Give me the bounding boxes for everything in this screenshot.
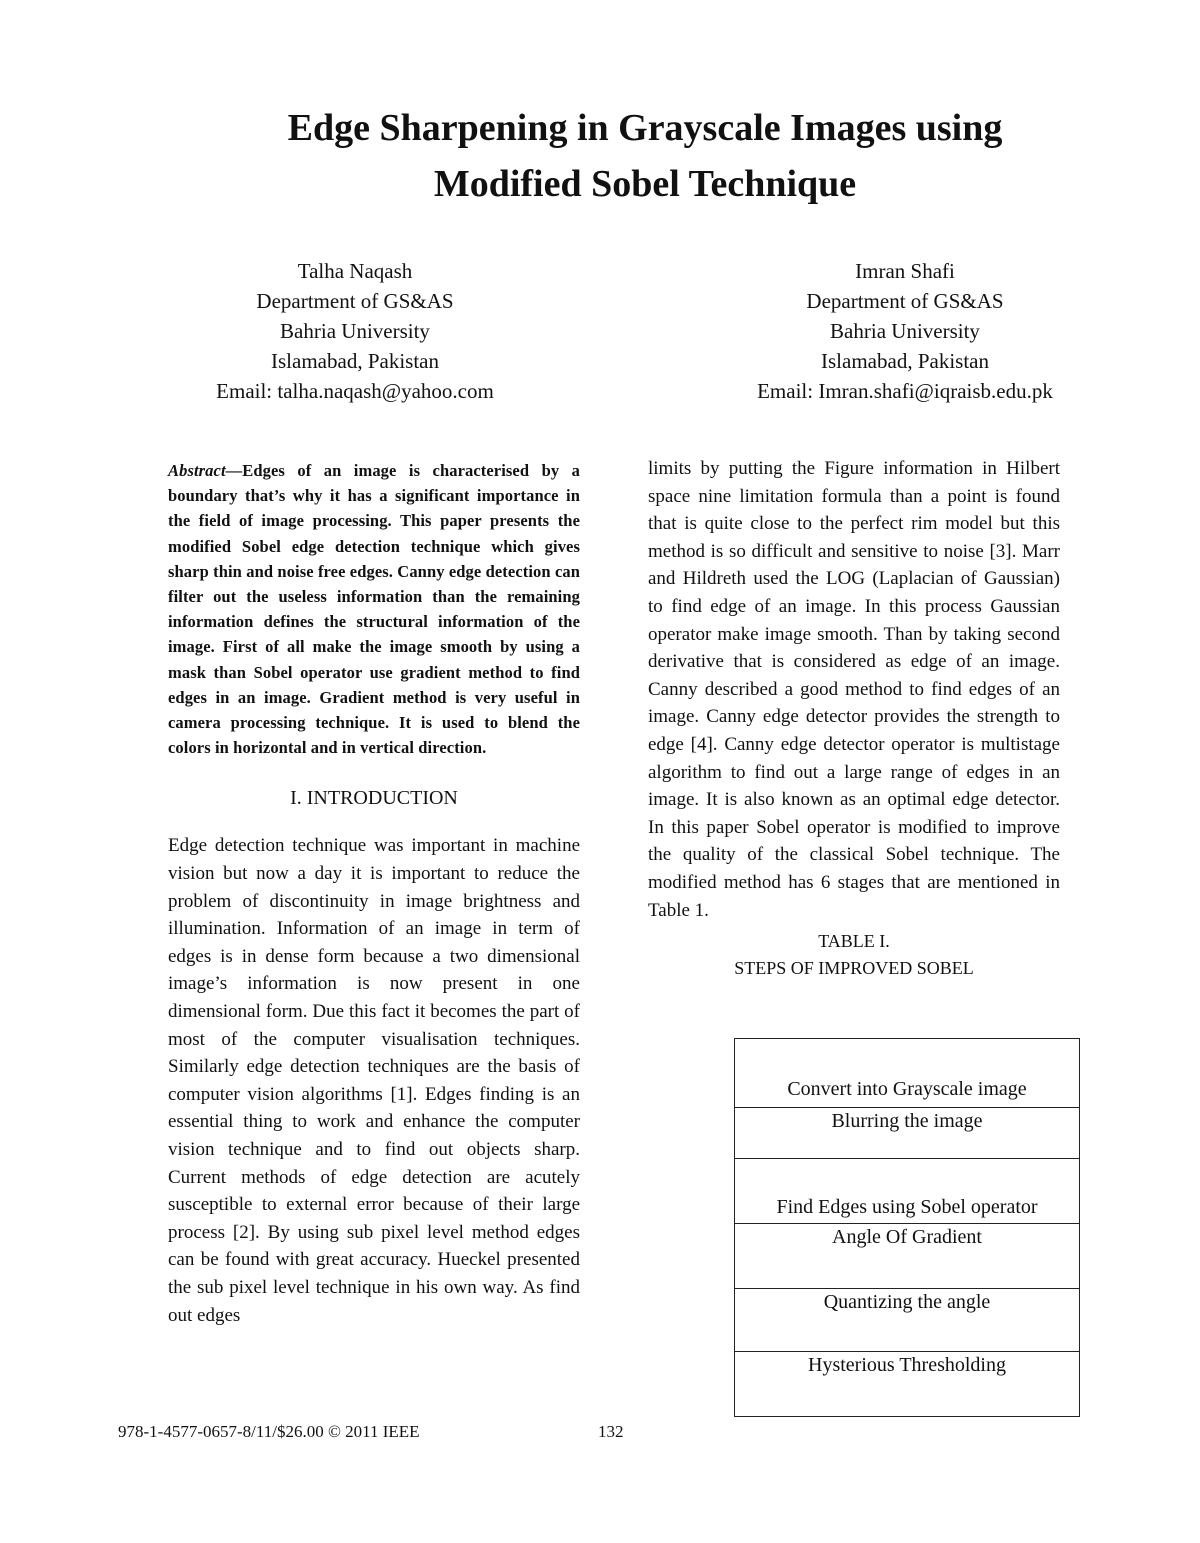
author-university: Bahria University bbox=[280, 319, 430, 343]
paper-title bbox=[150, 100, 1140, 212]
section-heading-introduction: I. INTRODUCTION bbox=[290, 787, 458, 810]
author-block-2 bbox=[700, 256, 1110, 406]
abstract-lead: Abstract bbox=[168, 461, 226, 480]
abstract bbox=[168, 458, 580, 760]
author-location: Islamabad, Pakistan bbox=[271, 349, 439, 373]
table-cell: Hysterious Thresholding bbox=[735, 1352, 1080, 1417]
table-caption bbox=[648, 928, 1060, 982]
left-column bbox=[168, 458, 580, 1329]
table-row bbox=[735, 1224, 1080, 1289]
right-column bbox=[648, 455, 1060, 982]
table-cell: Blurring the image bbox=[735, 1108, 1080, 1159]
table-row bbox=[735, 1039, 1080, 1108]
author-email: Email: Imran.shafi@iqraisb.edu.pk bbox=[757, 379, 1053, 403]
table-cell: Find Edges using Sobel operator bbox=[735, 1159, 1080, 1224]
author-block-1 bbox=[150, 256, 560, 406]
table-title: STEPS OF IMPROVED SOBEL bbox=[734, 958, 974, 979]
steps-table bbox=[734, 1038, 1080, 1417]
table-cell: Quantizing the angle bbox=[735, 1289, 1080, 1352]
author-name: Imran Shafi bbox=[855, 259, 955, 283]
author-department: Department of GS&AS bbox=[806, 289, 1004, 313]
author-location: Islamabad, Pakistan bbox=[821, 349, 989, 373]
author-university: Bahria University bbox=[830, 319, 980, 343]
table-row bbox=[735, 1352, 1080, 1417]
table-cell: Angle Of Gradient bbox=[735, 1224, 1080, 1289]
abstract-text: —Edges of an image is characterised by a boundary that’s why it has a significant importance in the field of image processing. This paper presents the modified Sobel edge detection technique which gives sharp thin and noise free edges. Canny edge detection can filter out the useless information than the remaining information defines the structural information of the image. First of all make the image smooth by using a mask than Sobel operator use gradient method to find edges in an image. Gradient method is very useful in camera processing technique. It is used to blend the colors in horizontal and in vertical direction. bbox=[168, 461, 580, 758]
footer-isbn: 978-1-4577-0657-8/11/$26.00 © 2011 IEEE bbox=[118, 1422, 420, 1441]
author-email: Email: talha.naqash@yahoo.com bbox=[216, 379, 494, 403]
author-name: Talha Naqash bbox=[297, 259, 413, 283]
title-line-2: Modified Sobel Technique bbox=[433, 163, 857, 205]
author-department: Department of GS&AS bbox=[256, 289, 454, 313]
intro-paragraph-left: Edge detection technique was important in machine vision but now a day it is important to reduce the problem of discontinuity in image brightness and illumination. Information of an image in term of edges is in dense form because a two dimensional image’s information is now present in one dimensional form. Due this fact it becomes the part of most of the computer visualisation techniques. Similarly edge detection techniques are the basis of computer vision algorithms [1]. Edges finding is an essential thing to work and enhance the computer vision technique and to find out objects sharp. Current methods of edge detection are acutely susceptible to external error because of their large process [2]. By using sub pixel level method edges can be found with great accuracy. Hueckel presented the sub pixel level technique in his own way. As find out edges bbox=[168, 835, 580, 1326]
page-number: 132 bbox=[598, 1422, 624, 1441]
title-line-1: Edge Sharpening in Grayscale Images using bbox=[287, 107, 1003, 149]
table-row bbox=[735, 1289, 1080, 1352]
table-row bbox=[735, 1108, 1080, 1159]
table-cell: Convert into Grayscale image bbox=[735, 1039, 1080, 1108]
table-row bbox=[735, 1159, 1080, 1224]
intro-paragraph-right: limits by putting the Figure information in Hilbert space nine limitation formula than a point is found that is quite close to the perfect rim model but this method is so difficult and sensitive to noise [3]. Marr and Hildreth used the LOG (Laplacian of Gaussian) to find edge of an image. In this process Gaussian operator make image smooth. Than by taking second derivative that is considered as edge of an image. Canny described a good method to find edges of an image. Canny edge detector provides the strength to edge [4]. Canny edge detector operator is multistage algorithm to find out a large range of edges in an image. It is also known as an optimal edge detector. In this paper Sobel operator is modified to improve the quality of the classical Sobel technique. The modified method has 6 stages that are mentioned in Table 1. bbox=[648, 458, 1060, 921]
table-label: TABLE I. bbox=[818, 931, 890, 952]
